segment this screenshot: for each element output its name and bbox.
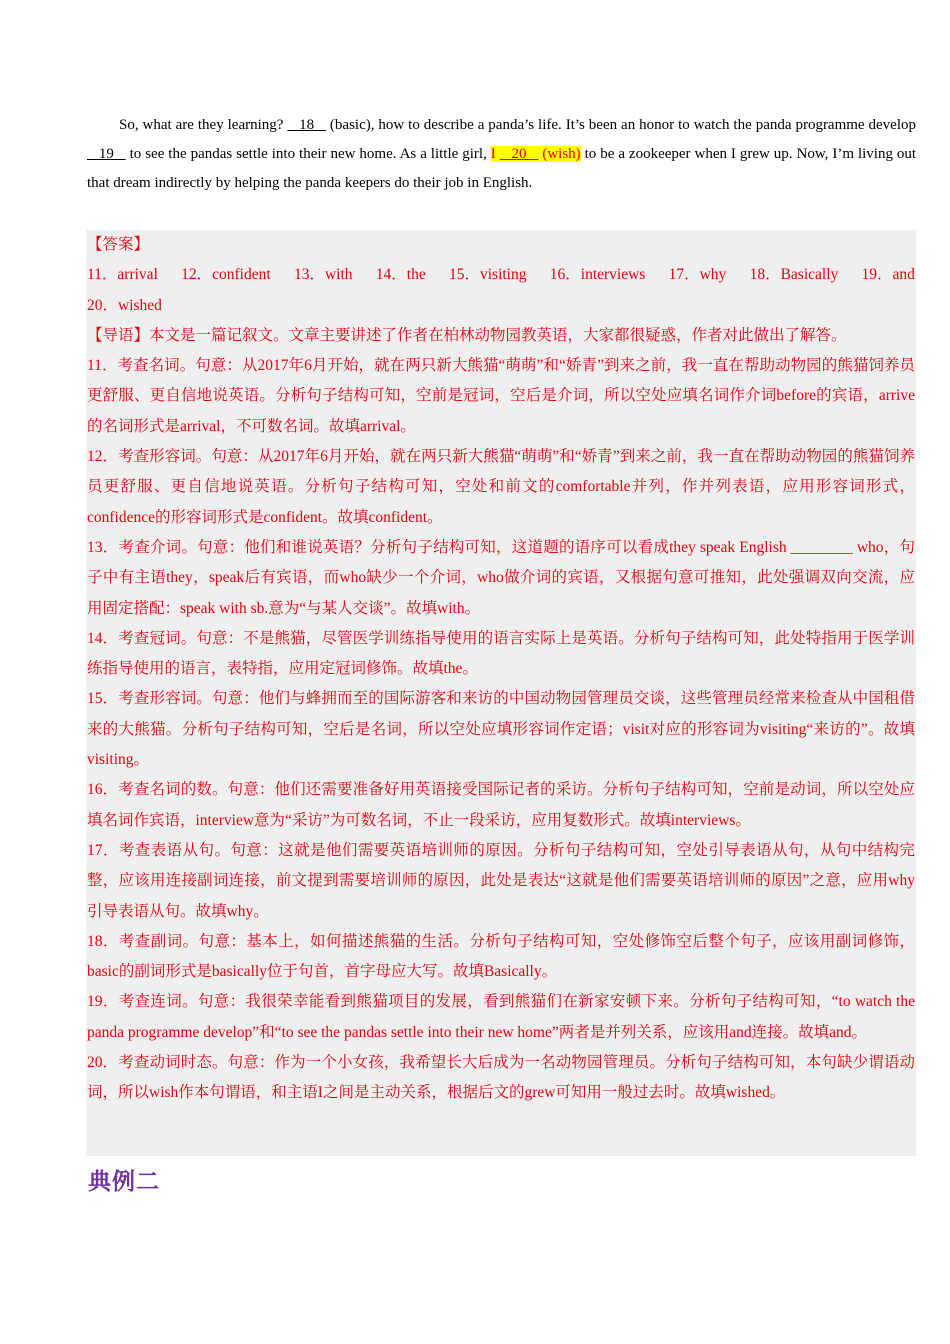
explanation-13: 13．考查介词。句意：他们和谁说英语？分析句子结构可知，这道题的语序可以看成they speak English ________ who，句子中有主语they，speak后有宾语，而who缺少一个介词，who做介词的宾语，又根据句意可推知，此处强调双向交流，应用固定搭配：speak with sb.意为“与某人交谈”。故填with。: [87, 538, 915, 617]
answer-key: 11．arrival: [87, 266, 158, 284]
answer-heading: 【答案】: [87, 236, 150, 253]
answer-key: 17．why: [668, 266, 727, 284]
answer-key-20: 20．wished: [87, 296, 162, 314]
explanation-12: 12．考查形容词。句意：从2017年6月开始，就在两只新大熊猫“萌萌”和“娇青”到来之前，我一直在帮助动物园的熊猫饲养员更舒服、更自信地说英语。分析句子结构可知，空处和前文的comfortable并列，作并列表语，应用形容词形式，confidence的形容词形式是confident。故填confident。: [87, 448, 915, 526]
blank-20: 20: [499, 146, 539, 162]
answer-keys: [87, 260, 915, 290]
subject-i: I: [490, 146, 496, 162]
answer-key: 14．the: [375, 266, 426, 284]
hint-wish: (wish): [542, 146, 581, 162]
answer-key: 15．visiting: [448, 266, 527, 284]
passage-text-1: So, what are they learning?: [119, 117, 284, 133]
explanation-18: 18．考查副词。句意：基本上，如何描述熊猫的生活。分析句子结构可知，空处修饰空后整个句子，应该用副词修饰，basic的副词形式是basically位于句首，首字母应大写。故填Basically。: [87, 932, 915, 981]
passage-paragraph: [87, 111, 916, 198]
explanation-14: 14．考查冠词。句意：不是熊猫，尽管医学训练指导使用的语言实际上是英语。分析句子结构可知，此处特指用于医学训练指导使用的语言，表特指，应用定冠词修饰。故填the。: [87, 629, 915, 678]
explanation-15: 15．考查形容词。句意：他们与蜂拥而至的国际游客和来访的中国动物园管理员交谈，这些管理员经常来检查从中国租借来的大熊猫。分析句子结构可知，空后是名词，所以空处应填形容词作定语；visit对应的形容词为visiting“来访的”。故填visiting。: [87, 690, 915, 769]
answer-key: 19．and: [861, 266, 915, 284]
answer-key: 16．interviews: [549, 266, 646, 284]
passage-text-2: (basic), how to describe a panda’s life. It’s been an honor to watch the panda programme develop: [329, 117, 917, 133]
explanation-19: 19．考查连词。句意：我很荣幸能看到熊猫项目的发展，看到熊猫们在新家安顿下来。分析句子结构可知，“to watch the panda programme develop”和“to see the pandas settle into their new home”两者是并列关系，应该用and连接。故填and。: [87, 993, 915, 1041]
passage-text-3: to see the pandas settle into their new home. As a little girl,: [129, 146, 487, 162]
blank-18: 18: [287, 117, 326, 133]
explanation-11: 11．考查名词。句意：从2017年6月开始，就在两只新大熊猫“萌萌”和“娇青”到来之前，我一直在帮助动物园的熊猫饲养员更舒服、更自信地说英语。分析句子结构可知，空前是冠词，空后是介词，所以空处应填名词作介词before的宾语，arrive的名词形式是arrival，不可数名词。故填arrival。: [87, 357, 915, 435]
passage-text-4: to be a zookeeper when I grew up. Now, I’m living out that dream indirectly by helping the panda keepers do their job in English.: [87, 146, 917, 191]
explanation-16: 16．考查名词的数。句意：他们还需要准备好用英语接受国际记者的采访。分析句子结构可知，空前是动词，所以空处应填名词作宾语，interview意为“采访”为可数名词，不止一段采访，应用复数形式。故填interviews。: [87, 781, 915, 829]
answer-key: 13．with: [293, 266, 353, 284]
explanation-17: 17．考查表语从句。句意：这就是他们需要英语培训师的原因。分析句子结构可知，空处引导表语从句，从句中结构完整，应该用连接副词连接，前文提到需要培训师的原因，此处是表达“这就是他们需要英语培训师的原因”之意，应用why引导表语从句。故填why。: [87, 841, 915, 920]
explanation-20: 20．考查动词时态。句意：作为一个小女孩，我希望长大后成为一名动物园管理员。分析句子结构可知，本句缺少谓语动词，所以wish作本句谓语，和主语I之间是主动关系，根据后文的grew可知用一般过去时。故填wished。: [87, 1054, 915, 1102]
blank-19: 19: [87, 146, 126, 162]
answer-key: 18．Basically: [749, 266, 839, 284]
answer-box: [86, 230, 916, 1156]
answer-key: 12．confident: [181, 266, 271, 284]
guide-intro: 【导语】本文是一篇记叙文。文章主要讲述了作者在柏林动物园教英语，大家都很疑惑，作者对此做出了解答。: [87, 326, 847, 344]
highlight-blank-20: [491, 146, 581, 162]
section-title: 典例二: [88, 1168, 160, 1195]
